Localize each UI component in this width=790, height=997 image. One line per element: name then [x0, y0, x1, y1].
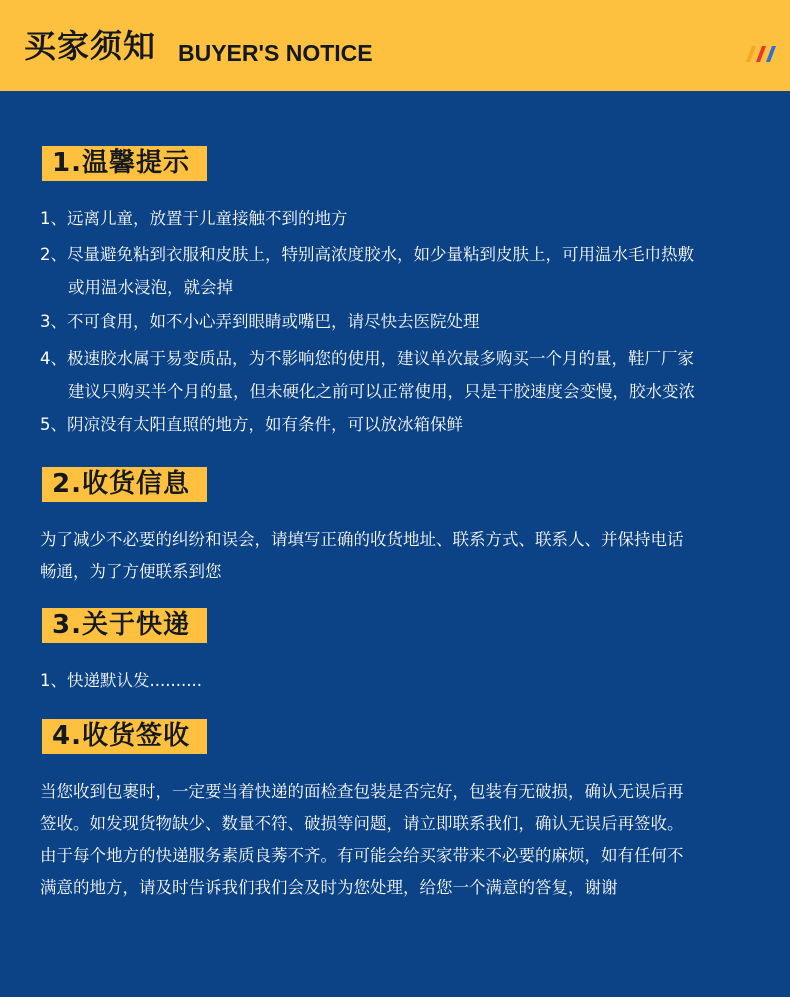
header-banner [0, 0, 790, 91]
list-item: 1、远离儿童，放置于儿童接触不到的地方 [40, 209, 348, 228]
paragraph-line: 签收。如发现货物缺少、数量不符、破损等问题，请立即联系我们，确认无误后再签收。 [40, 814, 684, 833]
section-heading-shipping-info: 2.收货信息 [42, 467, 207, 502]
list-item: 2、尽量避免粘到衣服和皮肤上，特别高浓度胶水，如少量粘到皮肤上，可用温水毛巾热敷 [40, 245, 694, 264]
paragraph-line: 满意的地方，请及时告诉我们我们会及时为您处理，给您一个满意的答复，谢谢 [40, 878, 618, 897]
section-heading-courier: 3.关于快递 [42, 608, 207, 643]
list-item-continuation: 或用温水浸泡，就会掉 [68, 278, 233, 297]
list-item: 3、不可食用，如不小心弄到眼睛或嘴巴，请尽快去医院处理 [40, 312, 480, 331]
paragraph-line: 当您收到包裹时，一定要当着快递的面检查包装是否完好，包装有无破损，确认无误后再 [40, 782, 684, 801]
page-title: 买家须知 [24, 27, 157, 65]
list-item-continuation: 建议只购买半个月的量，但未硬化之前可以正常使用，只是干胶速度会变慢，胶水变浓 [68, 382, 695, 401]
section-heading-tips: 1.温馨提示 [42, 146, 207, 181]
page-subtitle: BUYER'S NOTICE [178, 40, 373, 66]
section-heading-receipt: 4.收货签收 [42, 719, 207, 754]
paragraph-line: 畅通，为了方便联系到您 [40, 562, 222, 581]
paragraph-line: 为了减少不必要的纠纷和误会，请填写正确的收货地址、联系方式、联系人、并保持电话 [40, 530, 684, 549]
list-item: 5、阴凉没有太阳直照的地方，如有条件，可以放冰箱保鲜 [40, 415, 463, 434]
paragraph-line: 由于每个地方的快递服务素质良莠不齐。有可能会给买家带来不必要的麻烦，如有任何不 [40, 846, 684, 865]
decorative-stripes-icon [740, 44, 780, 64]
list-item: 1、快递默认发.......... [40, 671, 202, 690]
list-item: 4、极速胶水属于易变质品，为不影响您的使用，建议单次最多购买一个月的量，鞋厂厂家 [40, 349, 694, 368]
